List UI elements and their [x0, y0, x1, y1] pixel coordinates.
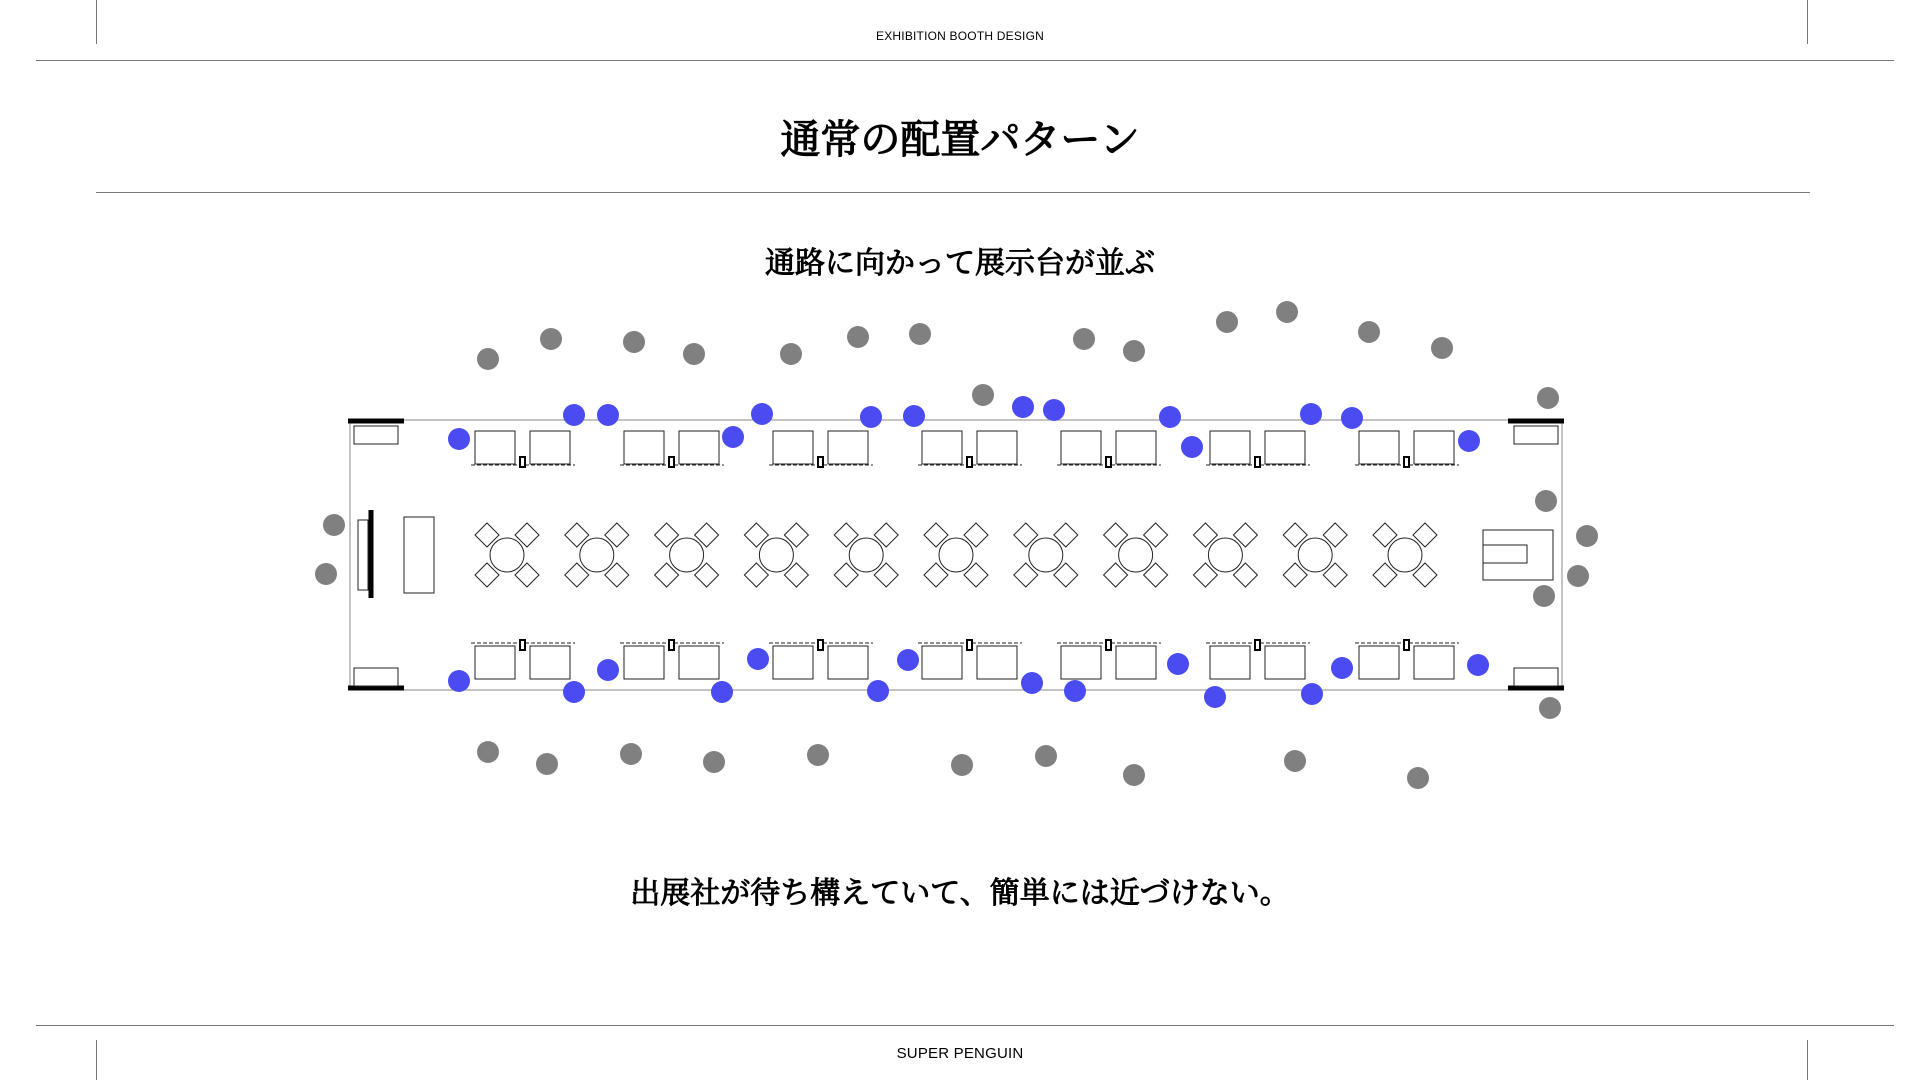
visitor-dot	[1567, 565, 1589, 587]
round-table	[490, 538, 524, 572]
round-table	[1119, 538, 1153, 572]
display-table	[475, 431, 515, 464]
round-table	[1208, 538, 1242, 572]
display-table	[475, 646, 515, 679]
exhibitor-dot	[1043, 399, 1065, 421]
booth-partition	[520, 640, 525, 650]
visitor-dot	[1537, 387, 1559, 409]
display-table	[1414, 431, 1454, 464]
exhibitor-dot	[1458, 430, 1480, 452]
display-table	[828, 646, 868, 679]
visitor-dot	[1284, 750, 1306, 772]
visitor-dot	[1533, 585, 1555, 607]
exhibitor-dot	[1167, 653, 1189, 675]
exhibitor-dot	[747, 648, 769, 670]
display-table	[1210, 646, 1250, 679]
round-table	[670, 538, 704, 572]
display-table	[922, 431, 962, 464]
display-table	[828, 431, 868, 464]
round-table	[1029, 538, 1063, 572]
exhibitor-dot	[1064, 680, 1086, 702]
diagram-caption: 出展社が待ち構えていて、簡単には近づけない。	[630, 876, 1290, 911]
visitor-dot	[323, 514, 345, 536]
corner-counter	[1514, 426, 1558, 444]
visitor-dot	[909, 323, 931, 345]
visitor-dot	[1539, 697, 1561, 719]
display-table	[1414, 646, 1454, 679]
booth-partition	[818, 457, 823, 467]
visitor-dot	[807, 744, 829, 766]
footer-label: SUPER PENGUIN	[896, 1045, 1024, 1062]
display-table	[679, 646, 719, 679]
booth-partition	[1106, 640, 1111, 650]
stage-lectern	[404, 517, 434, 593]
exhibitor-dot	[1467, 654, 1489, 676]
display-table	[977, 646, 1017, 679]
visitor-dot	[620, 743, 642, 765]
visitor-dot	[623, 331, 645, 353]
visitor-dot	[315, 563, 337, 585]
exhibitor-dot	[860, 406, 882, 428]
booth-partition	[1404, 457, 1409, 467]
corner-counter	[354, 426, 398, 444]
exhibitor-dot	[897, 649, 919, 671]
display-table	[624, 431, 664, 464]
visitor-dot	[540, 328, 562, 350]
booth-partition	[669, 457, 674, 467]
exhibitor-dot	[1301, 683, 1323, 705]
display-table	[773, 431, 813, 464]
visitor-dot	[536, 753, 558, 775]
visitor-dot	[1535, 490, 1557, 512]
corner-counter	[1514, 668, 1558, 686]
exhibitor-dot	[1159, 406, 1181, 428]
visitor-dot	[1358, 321, 1380, 343]
display-table	[773, 646, 813, 679]
booth-partition	[1404, 640, 1409, 650]
exhibitor-dot	[722, 426, 744, 448]
visitor-dot	[1123, 764, 1145, 786]
round-table	[939, 538, 973, 572]
visitor-dot	[780, 343, 802, 365]
exhibitor-dot	[903, 405, 925, 427]
display-table	[530, 646, 570, 679]
booth-partition	[1255, 457, 1260, 467]
booth-partition	[1106, 457, 1111, 467]
booth-partition	[818, 640, 823, 650]
visitor-dot	[1431, 337, 1453, 359]
display-table	[1265, 646, 1305, 679]
visitor-dot	[847, 326, 869, 348]
exhibitor-dot	[448, 428, 470, 450]
exhibitor-dot	[597, 659, 619, 681]
exhibitor-dot	[1341, 407, 1363, 429]
booth-partition	[520, 457, 525, 467]
visitor-dot	[1035, 745, 1057, 767]
visitor-dot	[683, 343, 705, 365]
display-table	[977, 431, 1017, 464]
visitor-dot	[1216, 311, 1238, 333]
exhibitor-dot	[1331, 657, 1353, 679]
display-table	[679, 431, 719, 464]
exhibitor-dot	[563, 681, 585, 703]
header-label: EXHIBITION BOOTH DESIGN	[876, 29, 1044, 43]
corner-counter	[354, 668, 398, 686]
exhibitor-dot	[597, 404, 619, 426]
round-table	[759, 538, 793, 572]
visitor-dot	[477, 741, 499, 763]
exhibitor-dot	[1012, 396, 1034, 418]
display-table	[922, 646, 962, 679]
visitor-dot	[972, 384, 994, 406]
display-table	[624, 646, 664, 679]
display-table	[1265, 431, 1305, 464]
display-table	[1116, 646, 1156, 679]
exhibitor-dot	[448, 670, 470, 692]
display-table	[1061, 646, 1101, 679]
booth-partition	[669, 640, 674, 650]
visitor-dot	[1407, 767, 1429, 789]
reception-counter	[1483, 545, 1527, 563]
visitor-dot	[1073, 328, 1095, 350]
exhibitor-dot	[867, 680, 889, 702]
exhibitor-dot	[711, 681, 733, 703]
display-table	[1359, 646, 1399, 679]
visitor-dot	[477, 348, 499, 370]
round-table	[849, 538, 883, 572]
diagram-subtitle: 通路に向かって展示台が並ぶ	[765, 246, 1155, 281]
visitor-dot	[951, 754, 973, 776]
page-title: 通常の配置パターン	[780, 117, 1140, 163]
round-table	[580, 538, 614, 572]
stage-panel	[358, 520, 368, 590]
round-table	[1388, 538, 1422, 572]
exhibitor-dot	[1300, 403, 1322, 425]
exhibitor-dot	[1021, 672, 1043, 694]
exhibitor-dot	[1204, 686, 1226, 708]
footer-rule	[36, 1025, 1894, 1026]
display-table	[1116, 431, 1156, 464]
booth-partition	[967, 457, 972, 467]
exhibitor-dot	[1181, 436, 1203, 458]
booth-partition	[967, 640, 972, 650]
display-table	[1061, 431, 1101, 464]
display-table	[530, 431, 570, 464]
display-table	[1359, 431, 1399, 464]
visitor-dot	[1276, 301, 1298, 323]
round-table	[1298, 538, 1332, 572]
display-table	[1210, 431, 1250, 464]
visitor-dot	[703, 751, 725, 773]
exhibitor-dot	[751, 403, 773, 425]
visitor-dot	[1123, 340, 1145, 362]
visitor-dot	[1576, 525, 1598, 547]
exhibitor-dot	[563, 404, 585, 426]
booth-partition	[1255, 640, 1260, 650]
